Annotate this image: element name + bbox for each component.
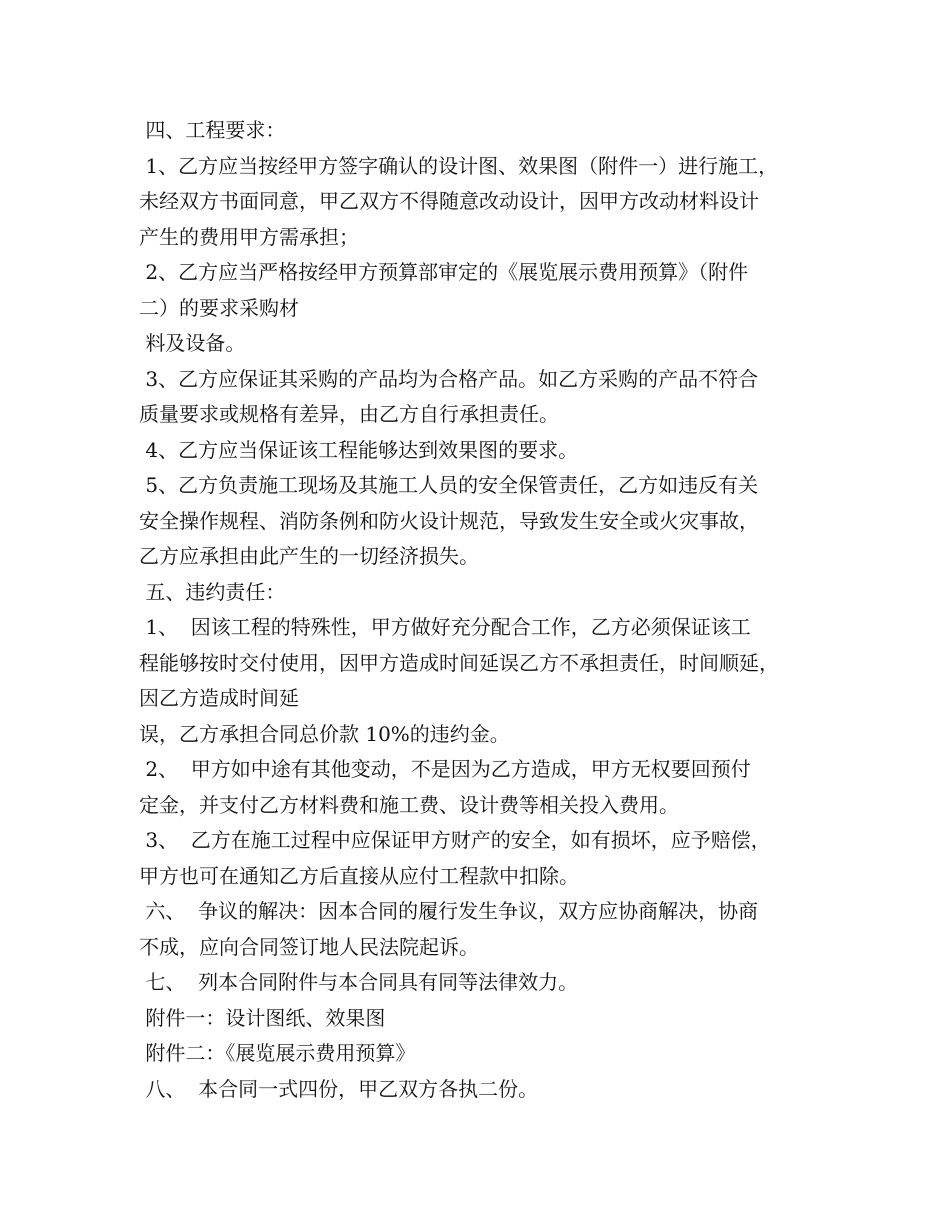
text-line: 1、乙方应当按经甲方签字确认的设计图、效果图（附件一）进行施工， bbox=[139, 153, 779, 178]
text-line: 料及设备。 bbox=[139, 331, 246, 355]
text-line: 安全操作规程、消防条例和防火设计规范，导致发生安全或火灾事故， bbox=[139, 508, 759, 533]
text-line: 八、 本合同一式四份，甲乙双方各执二份。 bbox=[139, 1076, 539, 1101]
text-line: 定金，并支付乙方材料费和施工费、设计费等相关投入费用。 bbox=[139, 792, 679, 817]
text-line: 误，乙方承担合同总价款 10%的违约金。 bbox=[139, 721, 510, 746]
document-body bbox=[139, 113, 829, 1107]
text-line: 四、工程要求： bbox=[139, 118, 286, 142]
text-line: 六、 争议的解决：因本合同的履行发生争议，双方应协商解决，协商 bbox=[139, 899, 759, 923]
text-line: 1、 因该工程的特殊性，甲方做好充分配合工作，乙方必须保证该工 bbox=[139, 615, 751, 639]
text-line: 3、 乙方在施工过程中应保证甲方财产的安全，如有损坏，应予赔偿， bbox=[139, 828, 771, 852]
text-line: 2、 甲方如中途有其他变动，不是因为乙方造成，甲方无权要回预付 bbox=[139, 757, 751, 781]
text-line: 质量要求或规格有差异，由乙方自行承担责任。 bbox=[139, 402, 559, 426]
text-line: 4、乙方应当保证该工程能够达到效果图的要求。 bbox=[139, 437, 579, 462]
text-line: 二）的要求采购材 bbox=[139, 295, 299, 320]
text-line: 2、乙方应当严格按经甲方预算部审定的《展览展示费用预算》（附件 bbox=[139, 260, 749, 284]
text-line: 5、乙方负责施工现场及其施工人员的安全保管责任，乙方如违反有关 bbox=[139, 473, 759, 497]
text-line: 乙方应承担由此产生的一切经济损失。 bbox=[139, 544, 479, 568]
text-line: 附件一：设计图纸、效果图 bbox=[139, 1005, 386, 1030]
text-line: 甲方也可在通知乙方后直接从应付工程款中扣除。 bbox=[139, 863, 579, 888]
text-line: 产生的费用甲方需承担； bbox=[139, 224, 359, 249]
text-line: 程能够按时交付使用，因甲方造成时间延误乙方不承担责任，时间顺延， bbox=[139, 650, 779, 675]
text-line: 未经双方书面同意，甲乙双方不得随意改动设计，因甲方改动材料设计 bbox=[139, 189, 759, 213]
text-line: 不成，应向合同签订地人民法院起诉。 bbox=[139, 934, 479, 959]
text-line: 七、 列本合同附件与本合同具有同等法律效力。 bbox=[139, 970, 579, 994]
text-line: 附件二：《展览展示费用预算》 bbox=[139, 1041, 416, 1065]
text-line: 五、违约责任： bbox=[139, 579, 286, 604]
text-line: 因乙方造成时间延 bbox=[139, 686, 299, 710]
text-line: 3、乙方应保证其采购的产品均为合格产品。如乙方采购的产品不符合 bbox=[139, 366, 759, 391]
